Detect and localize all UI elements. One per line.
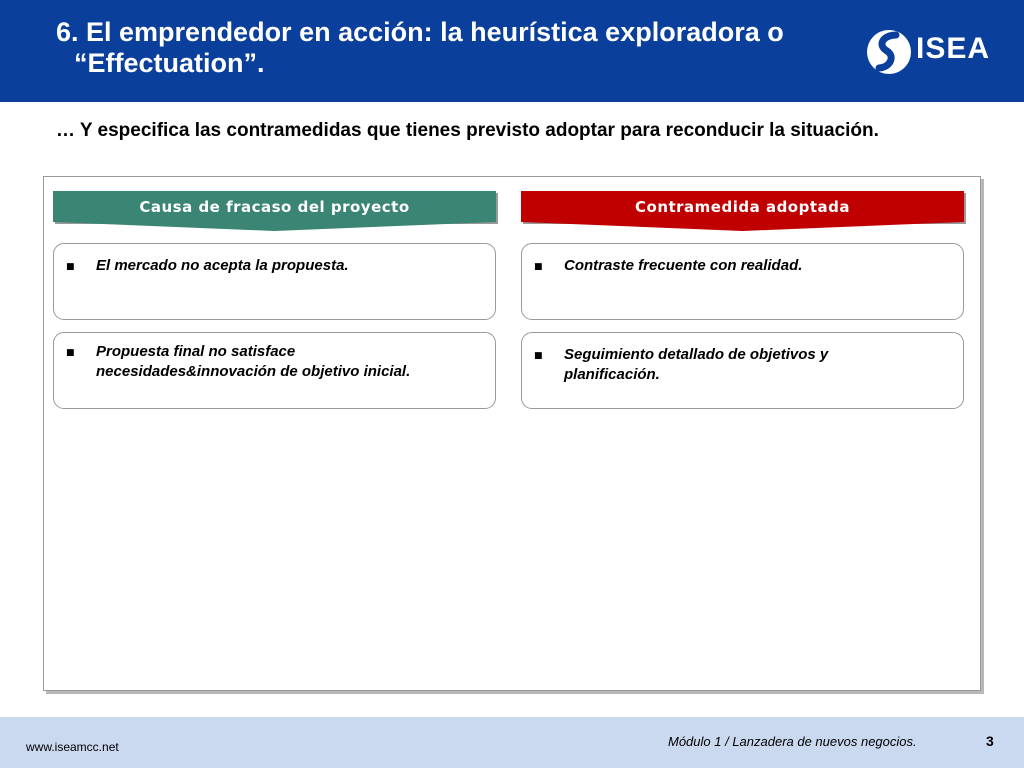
isea-logo-icon	[866, 26, 916, 78]
left-card-2-text: Propuesta final no satisface necesidades&innovación de objetivo inicial.	[96, 343, 411, 380]
bullet-icon: ■	[66, 262, 75, 272]
isea-logo	[866, 26, 990, 78]
right-card-1-text: Contraste frecuente con realidad.	[564, 257, 803, 274]
bullet-icon: ■	[534, 351, 543, 361]
footer-url: www.iseamcc.net	[26, 740, 119, 754]
column-header-right	[521, 191, 964, 231]
column-header-left	[53, 191, 496, 231]
footer-module: Módulo 1 / Lanzadera de nuevos negocios.	[668, 734, 917, 749]
bullet-icon: ■	[66, 348, 75, 358]
right-card-2-text: Seguimiento detallado de objetivos y planificación.	[564, 346, 829, 383]
left-card-1-text: El mercado no acepta la propuesta.	[96, 257, 349, 274]
left-card-1	[53, 243, 496, 320]
slide-title	[56, 17, 846, 79]
column-header-right-label: Contramedida adoptada	[521, 191, 964, 222]
slide-title-line1: 6. El emprendedor en acción: la heurística exploradora o	[56, 17, 784, 47]
column-header-left-arrow	[53, 221, 496, 231]
subtitle: … Y especifica las contramedidas que tienes previsto adoptar para reconducir la situación.	[56, 120, 879, 141]
slide-title-line2: “Effectuation”.	[74, 48, 265, 78]
column-header-right-arrow	[521, 221, 964, 231]
page-number: 3	[986, 733, 994, 749]
bullet-icon: ■	[534, 262, 543, 272]
header-bar	[0, 0, 1024, 102]
right-card-1	[521, 243, 964, 320]
right-card-2	[521, 332, 964, 409]
left-card-2	[53, 332, 496, 409]
column-header-left-label: Causa de fracaso del proyecto	[53, 191, 496, 222]
logo-text: ISEA	[916, 32, 991, 65]
